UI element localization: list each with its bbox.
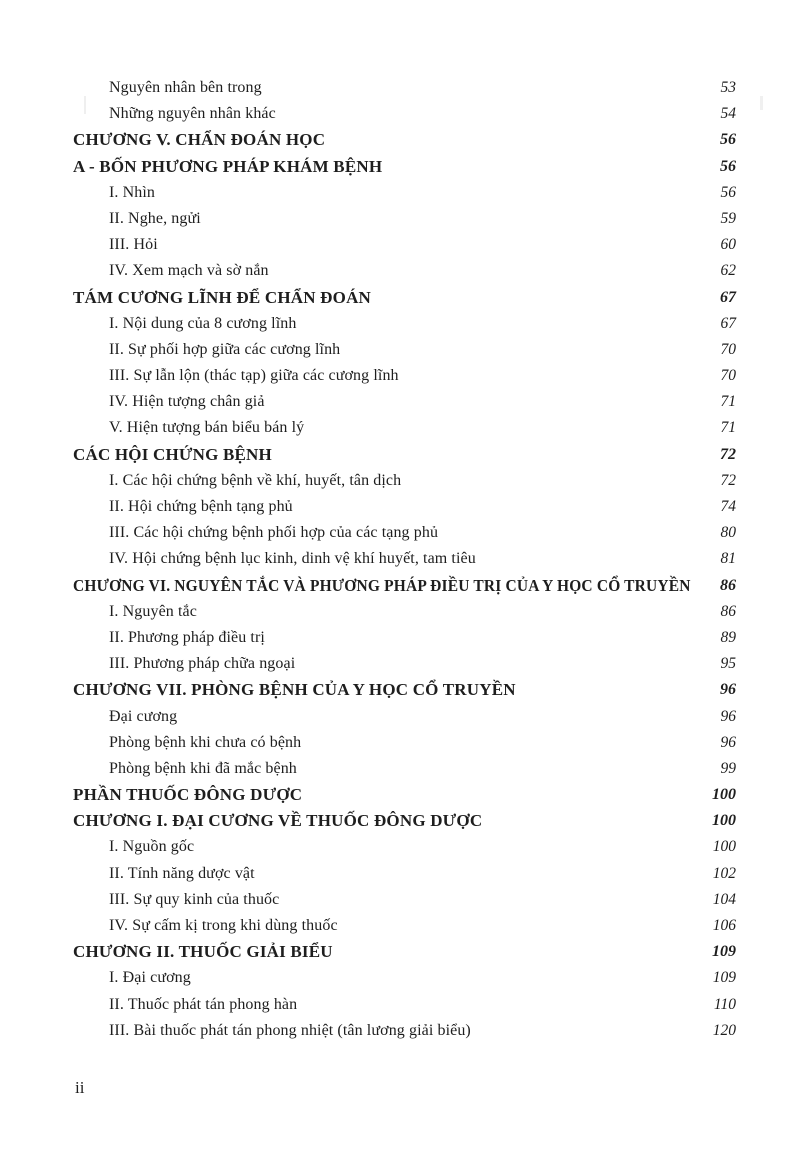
toc-entry <box>0 756 800 782</box>
toc-label: IV. Xem mạch và sờ nắn <box>109 262 269 280</box>
toc-entry <box>0 834 800 860</box>
toc-page-number: 100 <box>712 812 736 830</box>
table-of-contents <box>0 75 800 1044</box>
toc-page-number: 53 <box>720 79 736 96</box>
toc-entry <box>0 913 800 939</box>
toc-label: III. Sự quy kinh của thuốc <box>109 890 280 908</box>
toc-page-number: 59 <box>720 209 736 227</box>
toc-page-number: 80 <box>720 524 736 542</box>
toc-page-number: 106 <box>712 917 736 934</box>
toc-page-number: 86 <box>720 576 736 594</box>
toc-label: II. Sự phối hợp giữa các cương lĩnh <box>109 340 341 358</box>
toc-label: III. Phương pháp chữa ngoại <box>109 655 296 673</box>
toc-entry <box>0 101 800 127</box>
toc-entry <box>0 1018 800 1044</box>
toc-page-number: 104 <box>712 890 736 908</box>
toc-label: III. Các hội chứng bệnh phối hợp của các tạng phủ <box>109 524 439 542</box>
toc-page-number: 96 <box>720 681 736 699</box>
toc-label: I. Nội dung của 8 cương lĩnh <box>109 314 297 332</box>
toc-label: II. Tính năng dược vật <box>109 864 255 882</box>
toc-entry <box>0 75 800 101</box>
toc-label: II. Thuốc phát tán phong hàn <box>109 995 298 1013</box>
toc-label: CHƯƠNG II. THUỐC GIẢI BIỂU <box>73 942 333 962</box>
toc-label: I. Nguồn gốc <box>109 838 195 856</box>
toc-entry <box>0 546 800 572</box>
toc-entry <box>0 704 800 730</box>
toc-label: IV. Hiện tượng chân giả <box>109 393 265 411</box>
toc-label: CÁC HỘI CHỨNG BỆNH <box>73 444 272 464</box>
toc-label: Nguyên nhân bên trong <box>109 79 262 96</box>
toc-label: III. Bài thuốc phát tán phong nhiệt (tân lương giải biểu) <box>109 1021 471 1039</box>
toc-page-number: 81 <box>720 550 736 568</box>
toc-entry <box>0 180 800 206</box>
toc-heading <box>0 573 800 599</box>
toc-entry <box>0 965 800 991</box>
toc-page-number: 67 <box>720 314 736 332</box>
toc-page-number: 100 <box>712 786 736 804</box>
toc-label: III. Hỏi <box>109 236 158 254</box>
toc-entry <box>0 206 800 232</box>
toc-entry <box>0 599 800 625</box>
toc-page-number: 56 <box>720 131 736 149</box>
toc-label: II. Nghe, ngửi <box>109 209 201 227</box>
toc-entry <box>0 625 800 651</box>
toc-page-number: 70 <box>720 367 736 385</box>
toc-label: PHẦN THUỐC ĐÔNG DƯỢC <box>73 785 303 805</box>
toc-label: CHƯƠNG V. CHẨN ĐOÁN HỌC <box>73 130 326 150</box>
toc-page-number: 109 <box>712 943 736 961</box>
toc-heading <box>0 154 800 180</box>
toc-label: Đại cương <box>109 707 178 725</box>
toc-heading <box>0 127 800 153</box>
toc-entry <box>0 232 800 258</box>
toc-entry <box>0 992 800 1018</box>
toc-label: II. Phương pháp điều trị <box>109 628 265 646</box>
page-number: ii <box>75 1078 85 1097</box>
toc-page-number: 96 <box>720 707 736 725</box>
toc-page-number: 54 <box>720 105 736 123</box>
toc-page-number: 110 <box>713 995 736 1013</box>
toc-page-number: 60 <box>720 236 736 254</box>
toc-heading <box>0 442 800 468</box>
toc-label: CHƯƠNG VI. NGUYÊN TẮC VÀ PHƯƠNG PHÁP ĐIỀU TRỊ CỦA Y HỌC CỔ TRUYỀN <box>73 575 691 595</box>
toc-heading <box>0 285 800 311</box>
toc-page-number: 95 <box>720 655 736 673</box>
toc-page-number: 70 <box>720 340 736 358</box>
toc-page-number: 71 <box>720 393 736 411</box>
toc-label: CHƯƠNG I. ĐẠI CƯƠNG VỀ THUỐC ĐÔNG DƯỢC <box>73 811 483 831</box>
toc-heading <box>0 782 800 808</box>
toc-page-number: 89 <box>720 628 736 646</box>
toc-page-number: 56 <box>720 183 736 201</box>
toc-page-number: 109 <box>712 969 736 987</box>
toc-page-number: 71 <box>720 419 736 437</box>
toc-page-number: 102 <box>712 864 736 882</box>
toc-entry <box>0 363 800 389</box>
toc-entry <box>0 311 800 337</box>
toc-heading <box>0 677 800 703</box>
toc-page-number: 120 <box>712 1021 736 1039</box>
toc-label: TÁM CƯƠNG LĨNH ĐỂ CHẨN ĐOÁN <box>73 287 372 307</box>
toc-page-number: 74 <box>720 498 736 515</box>
toc-label: IV. Sự cấm kị trong khi dùng thuốc <box>109 917 338 934</box>
toc-label: V. Hiện tượng bán biểu bán lý <box>109 419 305 437</box>
toc-page-number: 99 <box>720 759 736 777</box>
toc-entry <box>0 494 800 520</box>
toc-entry <box>0 337 800 363</box>
toc-page-number: 96 <box>720 733 736 751</box>
toc-entry <box>0 258 800 284</box>
toc-entry <box>0 389 800 415</box>
toc-label: Những nguyên nhân khác <box>109 105 276 123</box>
toc-entry <box>0 730 800 756</box>
toc-label: I. Đại cương <box>109 969 191 987</box>
toc-entry <box>0 415 800 441</box>
toc-page-number: 72 <box>720 445 736 463</box>
toc-heading <box>0 939 800 965</box>
toc-entry <box>0 861 800 887</box>
toc-entry <box>0 520 800 546</box>
toc-label: Phòng bệnh khi chưa có bệnh <box>109 733 302 751</box>
toc-page-number: 72 <box>720 471 736 489</box>
toc-page-number: 56 <box>720 157 736 175</box>
toc-label: I. Nguyên tắc <box>109 602 197 620</box>
toc-entry <box>0 651 800 677</box>
toc-page-number: 100 <box>712 838 736 856</box>
toc-label: I. Nhìn <box>109 183 156 201</box>
toc-entry <box>0 887 800 913</box>
toc-label: IV. Hội chứng bệnh lục kinh, dinh vệ khí huyết, tam tiêu <box>109 550 476 568</box>
toc-page-number: 67 <box>720 288 736 306</box>
toc-label: I. Các hội chứng bệnh về khí, huyết, tân dịch <box>109 471 402 489</box>
toc-entry <box>0 468 800 494</box>
toc-label: A - BỐN PHƯƠNG PHÁP KHÁM BỆNH <box>73 156 383 176</box>
toc-heading <box>0 808 800 834</box>
toc-label: II. Hội chứng bệnh tạng phủ <box>109 498 293 515</box>
toc-page-number: 62 <box>720 262 736 280</box>
toc-label: CHƯƠNG VII. PHÒNG BỆNH CỦA Y HỌC CỔ TRUYỀN <box>73 680 516 700</box>
toc-label: III. Sự lẫn lộn (thác tạp) giữa các cương lĩnh <box>109 367 399 385</box>
toc-page-number: 86 <box>720 602 736 620</box>
toc-label: Phòng bệnh khi đã mắc bệnh <box>109 759 297 777</box>
